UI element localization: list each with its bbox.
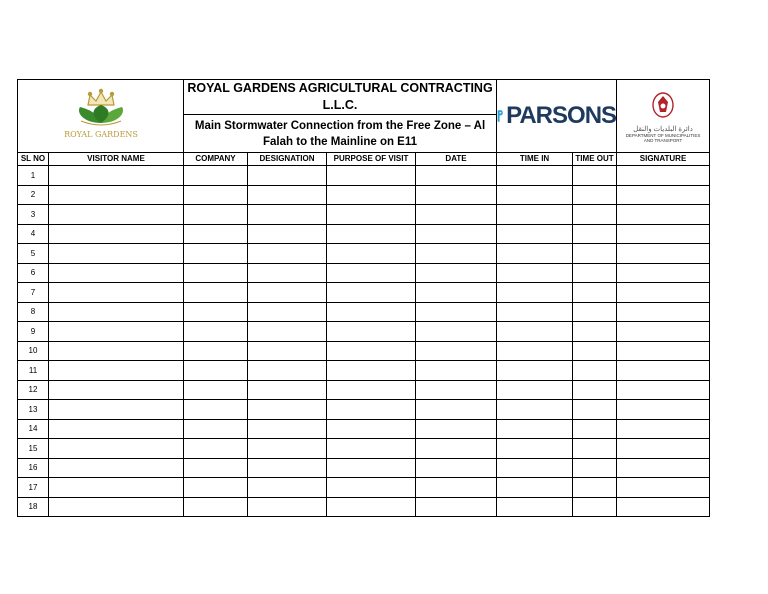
project-title-line2: Falah to the Mainline on E11 [263, 135, 418, 148]
sl-no-cell: 15 [18, 439, 49, 459]
time-out-cell[interactable] [573, 166, 617, 186]
designation-cell[interactable] [248, 419, 327, 439]
time-out-cell[interactable] [573, 439, 617, 459]
purpose-of-visit-cell[interactable] [327, 322, 416, 342]
company-title [184, 80, 497, 115]
parsons-mark-icon [497, 96, 504, 136]
time-out-cell[interactable] [573, 185, 617, 205]
date-cell[interactable] [416, 361, 497, 381]
signature-cell[interactable] [617, 205, 710, 225]
company-cell[interactable] [184, 439, 248, 459]
visitor-name-cell[interactable] [49, 322, 184, 342]
visitor-name-cell[interactable] [49, 166, 184, 186]
time-in-cell[interactable] [497, 205, 573, 225]
date-cell[interactable] [416, 302, 497, 322]
dmt-text-line2: AND TRANSPORT [643, 137, 683, 143]
purpose-of-visit-cell[interactable] [327, 400, 416, 420]
sl-no-cell: 9 [18, 322, 49, 342]
time-out-cell[interactable] [573, 263, 617, 283]
company-cell[interactable] [184, 263, 248, 283]
company-cell[interactable] [184, 244, 248, 264]
time-out-cell[interactable] [573, 283, 617, 303]
table-row [18, 185, 710, 205]
table-row [18, 166, 710, 186]
time-in-cell[interactable] [497, 497, 573, 517]
table-row [18, 439, 710, 459]
visitor-name-cell[interactable] [49, 419, 184, 439]
sl-no-cell: 18 [18, 497, 49, 517]
purpose-of-visit-cell[interactable] [327, 497, 416, 517]
designation-cell[interactable] [248, 244, 327, 264]
time-in-cell[interactable] [497, 244, 573, 264]
visitor-name-cell[interactable] [49, 439, 184, 459]
designation-cell[interactable] [248, 263, 327, 283]
table-row [18, 224, 710, 244]
table-row [18, 322, 710, 342]
date-cell[interactable] [416, 400, 497, 420]
signature-cell[interactable] [617, 185, 710, 205]
signature-cell[interactable] [617, 419, 710, 439]
sl-no-cell: 12 [18, 380, 49, 400]
time-in-cell[interactable] [497, 361, 573, 381]
date-cell[interactable] [416, 166, 497, 186]
parsons-logo-cell [497, 80, 617, 153]
dmt-arabic-text: دائرة البلديات والنقل [633, 125, 693, 133]
table-row [18, 361, 710, 381]
visitor-name-cell[interactable] [49, 380, 184, 400]
signature-cell[interactable] [617, 224, 710, 244]
purpose-of-visit-cell[interactable] [327, 283, 416, 303]
signature-cell[interactable] [617, 361, 710, 381]
company-title-line1: ROYAL GARDENS AGRICULTURAL CONTRACTING [187, 81, 493, 96]
signature-cell[interactable] [617, 380, 710, 400]
visitor-name-cell[interactable] [49, 205, 184, 225]
purpose-of-visit-cell[interactable] [327, 341, 416, 361]
col-header-sl-no: SL NO [18, 153, 49, 166]
date-cell[interactable] [416, 185, 497, 205]
visitor-log-table [17, 79, 710, 517]
purpose-of-visit-cell[interactable] [327, 478, 416, 498]
time-in-cell[interactable] [497, 166, 573, 186]
table-row [18, 478, 710, 498]
col-header-purpose-of-visit: PURPOSE OF VISIT [327, 153, 416, 166]
visitor-name-cell[interactable] [49, 263, 184, 283]
date-cell[interactable] [416, 478, 497, 498]
project-title-line1: Main Stormwater Connection from the Free Zone – Al [194, 119, 486, 132]
visitor-name-cell[interactable] [49, 185, 184, 205]
date-cell[interactable] [416, 244, 497, 264]
date-cell[interactable] [416, 439, 497, 459]
signature-cell[interactable] [617, 166, 710, 186]
purpose-of-visit-cell[interactable] [327, 244, 416, 264]
sl-no-cell: 4 [18, 224, 49, 244]
visitor-log-sheet [17, 79, 709, 513]
company-cell[interactable] [184, 205, 248, 225]
royal-gardens-logo-cell [18, 80, 184, 153]
time-in-cell[interactable] [497, 283, 573, 303]
signature-cell[interactable] [617, 497, 710, 517]
designation-cell[interactable] [248, 341, 327, 361]
sl-no-cell: 6 [18, 263, 49, 283]
time-in-cell[interactable] [497, 224, 573, 244]
col-header-time-out: TIME OUT [573, 153, 617, 166]
signature-cell[interactable] [617, 439, 710, 459]
time-in-cell[interactable] [497, 400, 573, 420]
visitor-name-cell[interactable] [49, 458, 184, 478]
table-row [18, 341, 710, 361]
company-cell[interactable] [184, 361, 248, 381]
company-cell[interactable] [184, 322, 248, 342]
dmt-logo-cell [617, 80, 710, 153]
table-row [18, 458, 710, 478]
sl-no-cell: 3 [18, 205, 49, 225]
sl-no-cell: 14 [18, 419, 49, 439]
signature-cell[interactable] [617, 478, 710, 498]
sl-no-cell: 16 [18, 458, 49, 478]
designation-cell[interactable] [248, 400, 327, 420]
purpose-of-visit-cell[interactable] [327, 166, 416, 186]
signature-cell[interactable] [617, 283, 710, 303]
parsons-logo-text: PARSONS [506, 102, 617, 129]
sl-no-cell: 10 [18, 341, 49, 361]
column-header-row [18, 153, 710, 166]
company-cell[interactable] [184, 224, 248, 244]
company-cell[interactable] [184, 185, 248, 205]
time-in-cell[interactable] [497, 458, 573, 478]
company-cell[interactable] [184, 458, 248, 478]
table-row [18, 263, 710, 283]
purpose-of-visit-cell[interactable] [327, 185, 416, 205]
visitor-name-cell[interactable] [49, 361, 184, 381]
purpose-of-visit-cell[interactable] [327, 419, 416, 439]
designation-cell[interactable] [248, 283, 327, 303]
purpose-of-visit-cell[interactable] [327, 205, 416, 225]
time-out-cell[interactable] [573, 361, 617, 381]
time-out-cell[interactable] [573, 478, 617, 498]
time-out-cell[interactable] [573, 400, 617, 420]
time-out-cell[interactable] [573, 322, 617, 342]
date-cell[interactable] [416, 419, 497, 439]
time-in-cell[interactable] [497, 478, 573, 498]
company-cell[interactable] [184, 341, 248, 361]
designation-cell[interactable] [248, 302, 327, 322]
date-cell[interactable] [416, 380, 497, 400]
designation-cell[interactable] [248, 478, 327, 498]
purpose-of-visit-cell[interactable] [327, 361, 416, 381]
col-header-signature: SIGNATURE [617, 153, 710, 166]
purpose-of-visit-cell[interactable] [327, 380, 416, 400]
visitor-name-cell[interactable] [49, 224, 184, 244]
table-row [18, 283, 710, 303]
sl-no-cell: 13 [18, 400, 49, 420]
date-cell[interactable] [416, 341, 497, 361]
time-in-cell[interactable] [497, 341, 573, 361]
time-out-cell[interactable] [573, 244, 617, 264]
designation-cell[interactable] [248, 224, 327, 244]
visitor-name-cell[interactable] [49, 497, 184, 517]
sl-no-cell: 1 [18, 166, 49, 186]
purpose-of-visit-cell[interactable] [327, 439, 416, 459]
table-row [18, 302, 710, 322]
col-header-time-in: TIME IN [497, 153, 573, 166]
time-out-cell[interactable] [573, 302, 617, 322]
designation-cell[interactable] [248, 439, 327, 459]
parsons-logo [497, 96, 616, 136]
emblem-icon [650, 90, 676, 120]
signature-cell[interactable] [617, 341, 710, 361]
signature-cell[interactable] [617, 302, 710, 322]
table-row [18, 419, 710, 439]
company-title-line2: L.L.C. [322, 98, 358, 113]
company-cell[interactable] [184, 400, 248, 420]
table-row [18, 497, 710, 517]
designation-cell[interactable] [248, 361, 327, 381]
col-header-company: COMPANY [184, 153, 248, 166]
visitor-name-cell[interactable] [49, 244, 184, 264]
sl-no-cell: 5 [18, 244, 49, 264]
date-cell[interactable] [416, 322, 497, 342]
sl-no-cell: 2 [18, 185, 49, 205]
time-in-cell[interactable] [497, 439, 573, 459]
time-out-cell[interactable] [573, 380, 617, 400]
visitor-name-cell[interactable] [49, 302, 184, 322]
date-cell[interactable] [416, 497, 497, 517]
sl-no-cell: 17 [18, 478, 49, 498]
signature-cell[interactable] [617, 400, 710, 420]
sl-no-cell: 7 [18, 283, 49, 303]
sl-no-cell: 11 [18, 361, 49, 381]
purpose-of-visit-cell[interactable] [327, 302, 416, 322]
designation-cell[interactable] [248, 497, 327, 517]
table-row [18, 400, 710, 420]
time-out-cell[interactable] [573, 205, 617, 225]
date-cell[interactable] [416, 283, 497, 303]
time-in-cell[interactable] [497, 380, 573, 400]
col-header-designation: DESIGNATION [248, 153, 327, 166]
signature-cell[interactable] [617, 244, 710, 264]
date-cell[interactable] [416, 205, 497, 225]
time-out-cell[interactable] [573, 419, 617, 439]
time-out-cell[interactable] [573, 341, 617, 361]
table-row [18, 205, 710, 225]
company-cell[interactable] [184, 380, 248, 400]
time-in-cell[interactable] [497, 322, 573, 342]
purpose-of-visit-cell[interactable] [327, 458, 416, 478]
time-in-cell[interactable] [497, 302, 573, 322]
company-cell[interactable] [184, 478, 248, 498]
designation-cell[interactable] [248, 380, 327, 400]
project-title [184, 115, 497, 153]
visitor-name-cell[interactable] [49, 283, 184, 303]
time-in-cell[interactable] [497, 263, 573, 283]
designation-cell[interactable] [248, 166, 327, 186]
visitor-name-cell[interactable] [49, 341, 184, 361]
time-out-cell[interactable] [573, 224, 617, 244]
table-row [18, 380, 710, 400]
designation-cell[interactable] [248, 322, 327, 342]
signature-cell[interactable] [617, 322, 710, 342]
royal-gardens-logo-text: ROYAL GARDENS [63, 129, 138, 139]
company-cell[interactable] [184, 166, 248, 186]
time-in-cell[interactable] [497, 185, 573, 205]
company-cell[interactable] [184, 419, 248, 439]
signature-cell[interactable] [617, 263, 710, 283]
purpose-of-visit-cell[interactable] [327, 224, 416, 244]
visitor-rows [18, 166, 710, 517]
visitor-name-cell[interactable] [49, 478, 184, 498]
purpose-of-visit-cell[interactable] [327, 263, 416, 283]
designation-cell[interactable] [248, 205, 327, 225]
dmt-logo [617, 90, 709, 143]
signature-cell[interactable] [617, 458, 710, 478]
designation-cell[interactable] [248, 185, 327, 205]
visitor-name-cell[interactable] [49, 400, 184, 420]
col-header-visitor-name: VISITOR NAME [49, 153, 184, 166]
royal-gardens-logo [46, 83, 156, 145]
time-out-cell[interactable] [573, 497, 617, 517]
company-cell[interactable] [184, 302, 248, 322]
sl-no-cell: 8 [18, 302, 49, 322]
date-cell[interactable] [416, 263, 497, 283]
table-row [18, 244, 710, 264]
time-out-cell[interactable] [573, 458, 617, 478]
date-cell[interactable] [416, 224, 497, 244]
time-in-cell[interactable] [497, 419, 573, 439]
company-cell[interactable] [184, 497, 248, 517]
company-cell[interactable] [184, 283, 248, 303]
dmt-text-line1: DEPARTMENT OF MUNICIPALITIES [625, 132, 701, 138]
col-header-date: DATE [416, 153, 497, 166]
date-cell[interactable] [416, 458, 497, 478]
designation-cell[interactable] [248, 458, 327, 478]
